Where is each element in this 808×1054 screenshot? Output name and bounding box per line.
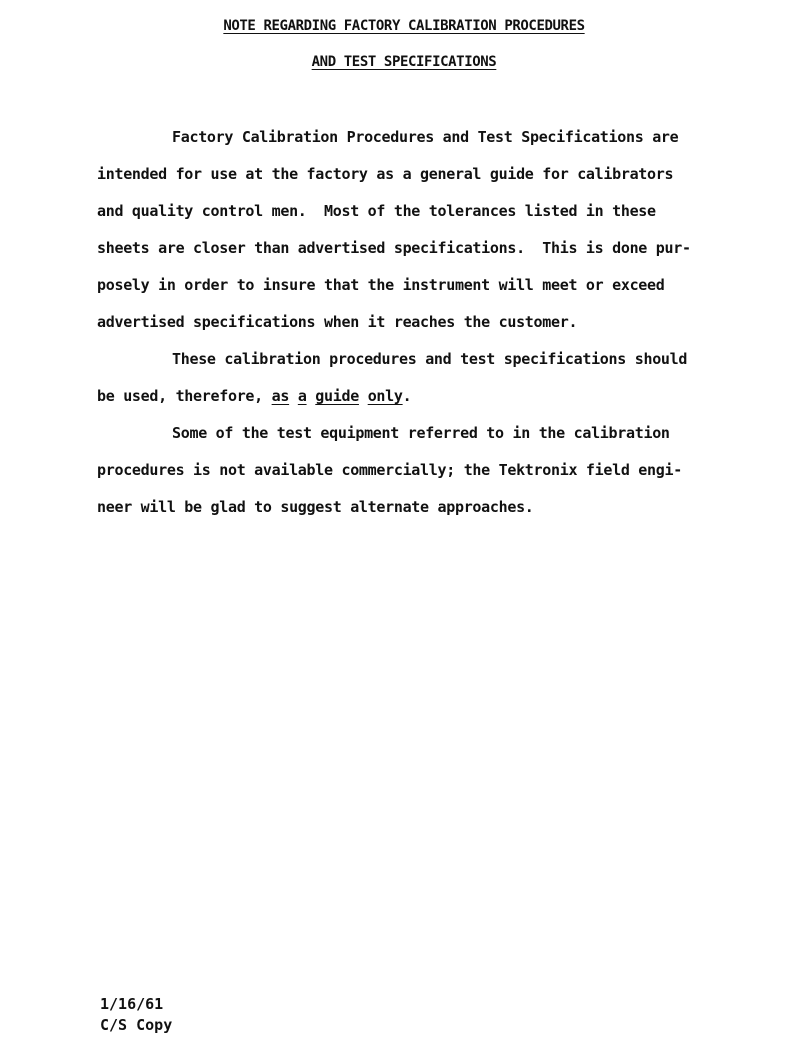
- paragraph-3-line: Some of the test equipment referred to in the calibration: [172, 424, 670, 442]
- paragraph-2-text: be used, therefore,: [97, 387, 272, 405]
- emphasis-word: as: [271, 387, 290, 405]
- document-title-line-1: NOTE REGARDING FACTORY CALIBRATION PROCEDURES: [223, 18, 585, 34]
- paragraph-1-line: intended for use at the factory as a general guide for calibrators: [97, 165, 674, 183]
- paragraph-2-line: [97, 387, 411, 405]
- footer-date: 1/16/61: [100, 995, 164, 1013]
- paragraph-1-line: and quality control men. Most of the tolerances listed in these: [97, 202, 656, 220]
- emphasis-word: guide: [315, 387, 359, 405]
- emphasis-word: only: [367, 387, 403, 405]
- paragraph-1-line: posely in order to insure that the instrument will meet or exceed: [97, 276, 665, 294]
- footer-copy-label: C/S Copy: [100, 1016, 173, 1034]
- document-title-line-2: AND TEST SPECIFICATIONS: [311, 54, 497, 70]
- paragraph-1-line: sheets are closer than advertised specifications. This is done pur-: [97, 239, 691, 257]
- paragraph-2-text: .: [402, 387, 412, 405]
- paragraph-2-line: These calibration procedures and test specifications should: [172, 350, 688, 368]
- paragraph-1-line: advertised specifications when it reaches the customer.: [97, 313, 578, 331]
- paragraph-3-line: neer will be glad to suggest alternate approaches.: [97, 498, 534, 516]
- emphasis-word: a: [297, 387, 307, 405]
- paragraph-1-line: Factory Calibration Procedures and Test Specifications are: [172, 128, 679, 146]
- paragraph-3-line: procedures is not available commercially; the Tektronix field engi-: [97, 461, 682, 479]
